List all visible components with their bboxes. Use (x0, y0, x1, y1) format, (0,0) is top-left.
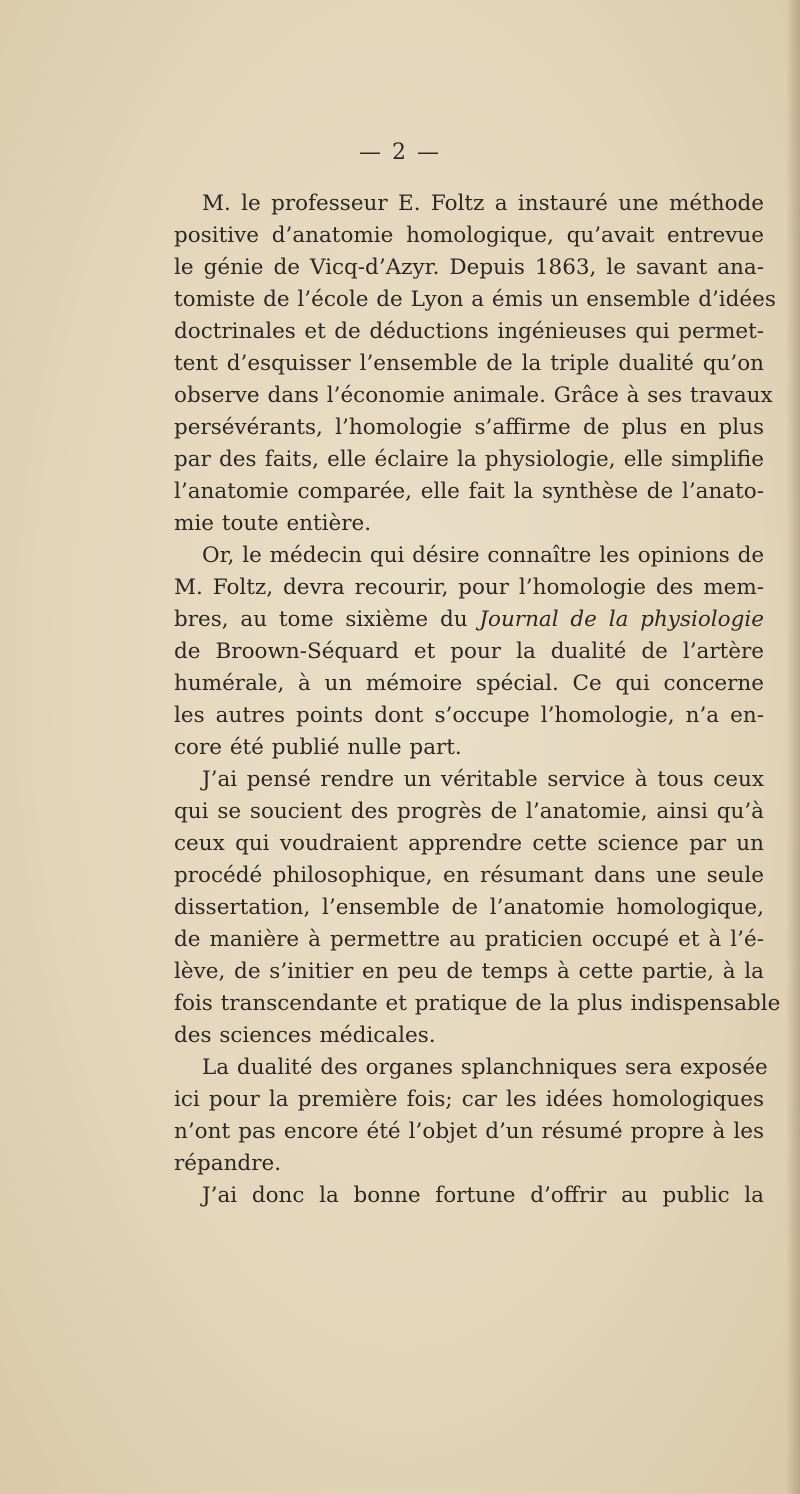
text-line: tent d’esquisser l’ensemble de la triple dualité qu’on (174, 351, 764, 376)
text-line: J’ai pensé rendre un véritable service à tous ceux (202, 767, 764, 792)
text-line: tomiste de l’école de Lyon a émis un ensemble d’idées (174, 287, 776, 312)
text-line: qui se soucient des progrès de l’anatomie, ainsi qu’à (174, 799, 764, 824)
text-line: M. Foltz, devra recourir, pour l’homologie des mem- (174, 575, 764, 600)
text-line: La dualité des organes splanchniques sera exposée (202, 1055, 768, 1080)
text-line: n’ont pas encore été l’objet d’un résumé propre à les (174, 1119, 764, 1144)
text-line: core été publié nulle part. (174, 735, 462, 760)
text-line: de manière à permettre au praticien occupé et à l’é- (174, 927, 764, 952)
body-text (174, 188, 781, 1212)
text-line: humérale, à un mémoire spécial. Ce qui concerne (174, 671, 764, 696)
text-line: par des faits, elle éclaire la physiologie, elle simplifie (174, 447, 764, 472)
text-line: M. le professeur E. Foltz a instauré une méthode (202, 191, 764, 216)
text-line: ici pour la première fois; car les idées homologiques (174, 1087, 764, 1112)
text-line: l’anatomie comparée, elle fait la synthèse de l’anato- (174, 479, 764, 504)
text-line: positive d’anatomie homologique, qu’avait entrevue (174, 223, 764, 248)
text-line-with-title (174, 604, 764, 636)
text-line: mie toute entière. (174, 511, 372, 536)
text-line: fois transcendante et pratique de la plus indispensable (174, 991, 781, 1016)
text-line: les autres points dont s’occupe l’homologie, n’a en- (174, 703, 764, 728)
text-line: persévérants, l’homologie s’affirme de plus en plus (174, 415, 764, 440)
text-line: lève, de s’initier en peu de temps à cette partie, à la (174, 959, 764, 984)
page-edge-shadow (786, 0, 800, 1494)
text-line: doctrinales et de déductions ingénieuses qui permet- (174, 319, 764, 344)
text-line: répandre. (174, 1151, 282, 1176)
text-line: Or, le médecin qui désire connaître les opinions de (202, 543, 765, 568)
text-line: ceux qui voudraient apprendre cette science par un (174, 831, 764, 856)
journal-title: Journal de la physiologie (479, 607, 764, 632)
text-line: dissertation, l’ensemble de l’anatomie homologique, (174, 895, 764, 920)
text-line: procédé philosophique, en résumant dans une seule (174, 863, 764, 888)
text-line: J’ai donc la bonne fortune d’offrir au public la (202, 1183, 764, 1208)
text-fragment: bres, au tome sixième du (174, 607, 468, 632)
text-line: observe dans l’économie animale. Grâce à ses travaux (174, 383, 773, 408)
text-line: le génie de Vicq-d’Azyr. Depuis 1863, le savant ana- (174, 255, 764, 280)
page-number: — 2 — (359, 140, 441, 165)
text-line: des sciences médicales. (174, 1023, 436, 1048)
text-line: de Broown-Séquard et pour la dualité de l’artère (174, 639, 764, 664)
